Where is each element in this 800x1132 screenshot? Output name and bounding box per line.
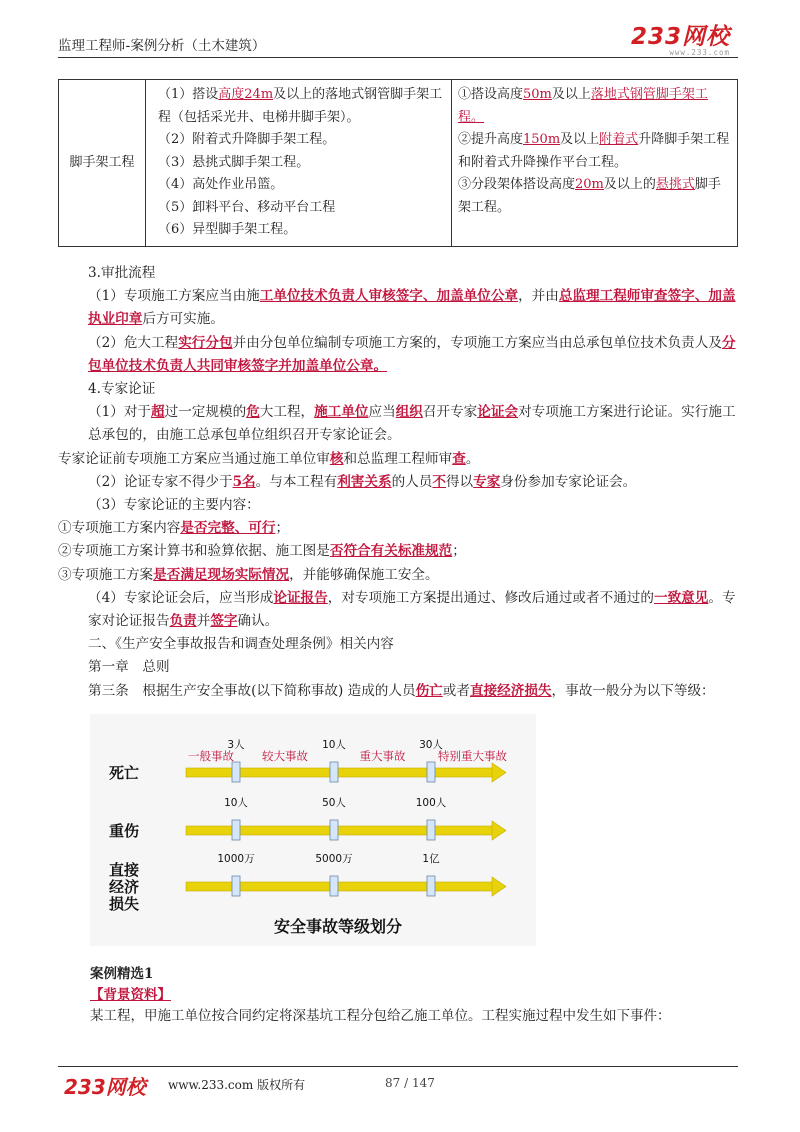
- highlighted-text: 施工单位: [314, 404, 369, 421]
- text-run: 。专家对论证报告: [88, 589, 736, 630]
- highlighted-text: 实行分包: [178, 334, 233, 351]
- text-run: 及以上的: [603, 177, 656, 192]
- text-run: ②提升高度: [458, 132, 524, 147]
- text-run: 及以上: [560, 132, 600, 147]
- text-run: （5）卸料平台、移动平台工程: [158, 199, 336, 215]
- text-run: 。: [465, 450, 480, 467]
- text-run: 过一定规模的: [164, 404, 247, 421]
- highlighted-text: 否符合有关标准规范: [329, 543, 453, 560]
- text-run: （4）专家论证会后，应当形成: [88, 589, 274, 606]
- highlighted-text: 附着式: [599, 132, 639, 147]
- body-text: [58, 262, 742, 703]
- highlighted-text: 论证报告: [273, 589, 328, 606]
- scope-item: [158, 129, 445, 152]
- highlighted-text: 150m: [523, 132, 561, 147]
- text-run: ③分段架体搭设高度: [458, 177, 576, 192]
- highlighted-text: 一致意见: [654, 589, 709, 606]
- category-cell: [59, 80, 146, 247]
- arrow-head: [492, 877, 506, 896]
- text-run: （2）论证专家不得少于: [88, 473, 233, 490]
- text-run: 后方可实施。: [142, 311, 224, 328]
- row-label: 经济: [108, 878, 140, 896]
- case-subtitle: 【背景资料】: [90, 987, 171, 1003]
- super-scale-scope-cell: [452, 80, 738, 247]
- paragraph: [58, 332, 742, 378]
- text-run: （1）搭设: [158, 87, 219, 102]
- highlighted-text: 签字: [210, 613, 238, 630]
- paragraph: [58, 564, 742, 587]
- grade-label: 特别重大事故: [438, 749, 507, 763]
- figure-title: 安全事故等级划分: [273, 917, 403, 936]
- text-run: 3.审批流程: [88, 265, 156, 281]
- threshold-marker: [330, 876, 338, 896]
- accident-grade-figure: [90, 714, 536, 946]
- highlighted-text: 是否完整、可行: [180, 520, 276, 537]
- threshold-label: 10人: [322, 739, 346, 751]
- highlighted-text: 20m: [575, 177, 604, 192]
- text-run: 大工程，: [259, 404, 315, 421]
- arrow-head: [492, 763, 506, 782]
- scaffold-table: [58, 79, 738, 247]
- text-run: 并由分包单位编制专项施工方案的，专项施工方案应当由总承包单位技术负责人及: [232, 334, 722, 351]
- scope-item: [158, 84, 445, 129]
- threshold-marker: [330, 820, 338, 840]
- highlighted-text: 直接经济损失: [469, 682, 552, 699]
- document-title: 监理工程师-案例分析（土木建筑）: [58, 38, 266, 54]
- text-run: ，并能够确保施工安全。: [289, 566, 439, 583]
- paragraph: [58, 401, 742, 447]
- text-run: （3）专家论证的主要内容：: [88, 497, 260, 514]
- text-run: 得以: [445, 473, 474, 490]
- text-run: 二、《生产安全事故报告和调查处理条例》相关内容: [88, 636, 394, 653]
- highlighted-text: 5名: [232, 473, 256, 490]
- grade-label: 较大事故: [262, 749, 308, 763]
- grade-label: 一般事故: [188, 749, 234, 763]
- paragraph: [58, 285, 742, 331]
- threshold-label: 100人: [415, 797, 447, 809]
- text-run: 并: [196, 613, 211, 630]
- paragraph: [58, 262, 742, 285]
- header-divider: [58, 57, 738, 58]
- scope-item: [158, 219, 445, 242]
- scope-item: [158, 174, 445, 197]
- row-label: 死亡: [108, 764, 140, 782]
- text-run: 第三条 根据生产安全事故(以下简称事故) 造成的人员: [88, 682, 416, 699]
- threshold-marker: [427, 762, 435, 782]
- threshold-marker: [330, 762, 338, 782]
- scope-item: [158, 152, 445, 175]
- text-run: ②专项施工方案计算书和验算依据、施工图是: [58, 543, 330, 560]
- footer-logo: 233网校: [64, 1075, 146, 1099]
- row-label: 重伤: [108, 822, 140, 840]
- text-run: 或者: [442, 682, 470, 699]
- text-run: （2）危大工程: [88, 334, 179, 351]
- highlighted-text: 负责: [169, 613, 197, 630]
- threshold-label: 1亿: [422, 853, 440, 865]
- highlighted-text: 超: [151, 404, 165, 421]
- highlighted-text: 50m: [523, 87, 552, 102]
- text-run: 升降脚手架工程和附着式升降操作平台工程。: [458, 132, 730, 170]
- threshold-label: 3人: [227, 739, 245, 751]
- paragraph: [58, 656, 742, 679]
- text-run: （1）对于: [88, 404, 152, 421]
- paragraph: [58, 448, 742, 471]
- case-text: 某工程，甲施工单位按合同约定将深基坑工程分包给乙施工单位。工程实施过程中发生如下事件：: [90, 1008, 671, 1024]
- threshold-marker: [232, 876, 240, 896]
- highlighted-text: 利害关系: [337, 473, 392, 490]
- text-run: （3）悬挑式脚手架工程。: [158, 154, 310, 170]
- dangerous-work-scope-cell: [146, 80, 452, 247]
- category-label: 脚手架工程: [69, 154, 135, 170]
- paragraph: [58, 471, 742, 494]
- arrow-head: [492, 821, 506, 840]
- logo-url: www.233.com: [669, 48, 730, 57]
- text-run: 脚手架工程。: [458, 177, 721, 215]
- text-run: 的人员: [391, 473, 433, 490]
- threshold-label: 30人: [419, 739, 443, 751]
- page-number: 87 / 147: [385, 1076, 435, 1090]
- text-run: ；: [275, 520, 290, 537]
- scope-item: [458, 84, 731, 129]
- threshold-marker: [427, 820, 435, 840]
- highlighted-text: 危: [246, 404, 260, 421]
- text-run: 身份参加专家论证会。: [500, 473, 637, 490]
- text-run: 。与本工程有: [255, 473, 338, 490]
- scope-item: [458, 174, 731, 219]
- highlighted-text: 工单位技术负责人审核签字、加盖单位公章: [259, 288, 519, 305]
- text-run: （2）附着式升降脚手架工程。: [158, 132, 336, 147]
- paragraph: [58, 540, 742, 563]
- text-run: 应当: [368, 404, 396, 421]
- text-run: ①专项施工方案内容: [58, 520, 181, 537]
- text-run: 及以上的落地式钢管脚手架工程（包括采光井、电梯井脚手架）。: [158, 87, 443, 125]
- row-label: 损失: [108, 895, 140, 913]
- table-row: [59, 80, 738, 247]
- text-run: ，并由: [518, 288, 559, 305]
- highlighted-text: 是否满足现场实际情况: [153, 566, 290, 583]
- text-run: 召开专家: [422, 404, 478, 421]
- highlighted-text: 悬挑式: [655, 177, 695, 192]
- text-run: 及以上: [551, 87, 591, 102]
- highlighted-text: 核: [329, 450, 344, 467]
- footer-copyright: www.233.com 版权所有: [168, 1078, 306, 1092]
- text-run: ；: [452, 543, 466, 560]
- highlighted-text: 总监理工程师审查签字、加盖执业印章: [88, 288, 736, 328]
- row-label: 直接: [108, 861, 140, 879]
- highlighted-text: 落地式钢管脚手架工程。: [458, 87, 708, 125]
- text-run: ，事故一般分为以下等级：: [551, 682, 715, 699]
- threshold-marker: [232, 762, 240, 782]
- threshold-label: 1000万: [217, 853, 255, 865]
- paragraph: [58, 680, 742, 703]
- highlighted-text: 专家: [473, 473, 501, 490]
- logo-text: 233网校: [630, 24, 730, 50]
- highlighted-text: 不: [432, 473, 446, 490]
- text-run: （1）专项施工方案应当由施: [88, 288, 260, 305]
- grade-label: 重大事故: [359, 749, 406, 763]
- text-run: ，对专项施工方案提出通过、修改后通过或者不通过的: [327, 589, 654, 606]
- threshold-marker: [232, 820, 240, 840]
- highlighted-text: 组织: [395, 404, 423, 421]
- highlighted-text: 查: [452, 450, 466, 467]
- highlighted-text: 论证会: [477, 404, 519, 421]
- paragraph: [58, 494, 742, 517]
- paragraph: [58, 587, 742, 633]
- paragraph: [58, 517, 742, 540]
- highlighted-text: 伤亡: [415, 682, 443, 699]
- paragraph: [58, 633, 742, 656]
- case-title: 案例精选1: [90, 966, 154, 982]
- scope-item: [458, 129, 731, 174]
- footer-divider: [58, 1066, 738, 1067]
- paragraph: [58, 378, 742, 401]
- text-run: 确认。: [237, 613, 279, 630]
- text-run: 对专项施工方案进行论证。实行施工总承包的，由施工总承包单位组织召开专家论证会。: [88, 404, 736, 444]
- text-run: （4）高处作业吊篮。: [158, 177, 284, 192]
- threshold-label: 50人: [322, 797, 346, 809]
- accident-grade-diagram: [90, 714, 536, 946]
- text-run: ③专项施工方案: [58, 566, 154, 583]
- text-run: （6）异型脚手架工程。: [158, 222, 297, 237]
- text-run: 4.专家论证: [88, 381, 156, 398]
- highlighted-text: 高度24m: [218, 87, 274, 102]
- text-run: 和总监理工程师审: [343, 450, 453, 467]
- threshold-marker: [427, 876, 435, 896]
- text-run: 专家论证前专项施工方案应当通过施工单位审: [58, 450, 330, 467]
- brand-logo: [631, 18, 730, 57]
- highlighted-text: 分包单位技术负责人共同审核签字并加盖单位公章。: [88, 334, 736, 374]
- text-run: ①搭设高度: [458, 87, 524, 102]
- threshold-label: 5000万: [315, 853, 353, 865]
- threshold-label: 10人: [224, 797, 248, 809]
- scope-item: [158, 197, 445, 220]
- text-run: 第一章 总则: [88, 659, 170, 676]
